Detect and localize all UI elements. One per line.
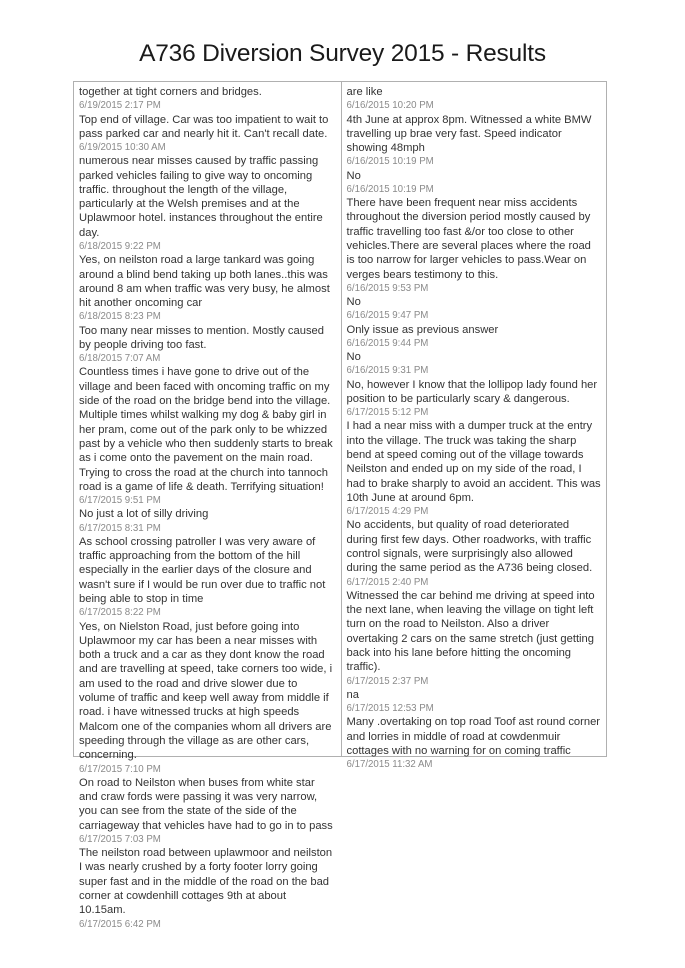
survey-response-entry (347, 350, 602, 378)
survey-response-entry (347, 688, 602, 716)
response-text: No (346, 296, 361, 309)
response-timestamp: 6/17/2015 8:22 PM (79, 607, 161, 619)
response-timestamp: 6/18/2015 7:07 AM (79, 353, 161, 365)
survey-response-entry (347, 196, 602, 295)
response-timestamp: 6/17/2015 12:53 PM (346, 703, 434, 715)
survey-response-entry (79, 324, 336, 366)
response-timestamp: 6/18/2015 9:22 PM (79, 241, 161, 253)
response-text: na (346, 688, 359, 701)
response-text: No just a lot of silly driving (79, 508, 209, 521)
response-text: Too many near misses to mention. Mostly caused by people driving too fast. (79, 324, 324, 351)
survey-response-entry (79, 776, 336, 846)
response-text: No (346, 169, 361, 182)
response-text: Top end of village. Car was too impatient to wait to pass parked car and nearly hit it. Can't recall date. (79, 113, 329, 140)
survey-response-entry (347, 169, 602, 197)
survey-results-table (73, 81, 607, 930)
survey-response-entry (347, 378, 602, 420)
survey-response-entry (347, 295, 602, 323)
response-timestamp: 6/17/2015 9:51 PM (79, 495, 161, 507)
response-text: are like (346, 86, 383, 98)
survey-response-entry (347, 419, 602, 518)
response-text: No, however I know that the lollipop lady found her position to be particularly scary & dangerous. (346, 378, 598, 405)
response-text: I had a near miss with a dumper truck at the entry into the village. The truck was taking the sharp bend at speed coming out of the village towards Neilston and ended up on my side of the road, I had to brake sharply to avoid an accident. This was 10th June at around 6pm. (346, 420, 601, 504)
response-text: Yes, on Nielston Road, just before going into Uplawmoor my car has been a near misses with both a truck and a car as they dont know the road and are travelling at speed, take corners too wide, i am used to the road and drive slower due to volume of traffic and keep well away from middle if road. i have witnessed trucks at high speeds Malcom one of the companies whom all drivers are speeding through the village as are other cars, concerning. (79, 620, 333, 762)
response-timestamp: 6/17/2015 5:12 PM (346, 407, 429, 419)
response-timestamp: 6/17/2015 4:29 PM (346, 506, 429, 518)
survey-response-entry (79, 113, 336, 155)
survey-response-entry (347, 518, 602, 588)
response-timestamp: 6/16/2015 10:20 PM (346, 100, 434, 112)
response-text: There have been frequent near miss accidents throughout the diversion period mostly caused by traffic travelling too fast &/or too close to other vehicles.There are several places where the road is too narrow for larger vehicles to pass.Wear on verges bears testimony to this. (346, 197, 591, 281)
survey-response-entry (79, 253, 336, 323)
survey-response-entry (79, 846, 336, 931)
response-text: On road to Neilston when buses from white star and craw fords were passing it was very narrow, you can see from the state of the side of the carriageway that vehicles have had to go in to pass (79, 776, 333, 832)
response-timestamp: 6/17/2015 2:37 PM (346, 675, 429, 687)
response-text: The neilston road between uplawmoor and neilston I was nearly crushed by a forty footer lorry going super fast and in the middle of the road on the bad corner at cowdenhill cottages 9th at about 10.15am. (79, 847, 333, 917)
survey-response-entry (347, 85, 602, 113)
survey-response-entry (347, 323, 602, 351)
response-text: No (346, 351, 361, 364)
survey-response-entry (79, 535, 336, 620)
response-timestamp: 6/16/2015 10:19 PM (346, 183, 434, 195)
response-timestamp: 6/17/2015 7:10 PM (79, 763, 161, 775)
response-timestamp: 6/17/2015 2:40 PM (346, 576, 429, 588)
response-timestamp: 6/16/2015 10:19 PM (346, 156, 434, 168)
response-text: numerous near misses caused by traffic passing parked vehicles failing to give way to oncoming traffic. throughout the length of the village, particularly at the Welsh premises and at the Uplawmoor hotel. instances throughout the entire day. (79, 155, 323, 239)
response-timestamp: 6/17/2015 11:32 AM (346, 759, 433, 771)
results-column-right (342, 82, 607, 771)
response-text: together at tight corners and bridges. (79, 86, 262, 98)
survey-response-entry (79, 620, 336, 776)
response-text: As school crossing patroller I was very aware of traffic approaching from the bottom of the hill especially in the earlier days of the closure and wasn't sure if I would be run over due to traffic not being able to stop in time (79, 535, 326, 606)
response-text: No accidents, but quality of road deteriorated during first few days. Other roadworks, with traffic control signals, were surprisingly also allowed during the same period as the A736 being closed. (346, 519, 593, 575)
results-column-left (74, 82, 342, 930)
response-timestamp: 6/17/2015 6:42 PM (79, 918, 161, 930)
response-timestamp: 6/19/2015 10:30 AM (79, 142, 166, 154)
response-timestamp: 6/18/2015 8:23 PM (79, 311, 161, 323)
response-timestamp: 6/16/2015 9:47 PM (346, 310, 429, 322)
survey-response-entry (79, 85, 336, 113)
response-text: Yes, on neilston road a large tankard was going around a blind bend taking up both lanes..this was around 8 am when traffic was very busy, he almost hit another oncoming car (79, 254, 330, 310)
response-timestamp: 6/17/2015 7:03 PM (79, 833, 161, 845)
response-timestamp: 6/19/2015 2:17 PM (79, 100, 161, 112)
survey-response-entry (347, 589, 602, 688)
response-text: Witnessed the car behind me driving at speed into the next lane, when leaving the village on tight left turn on the road to Neilston. Also a driver overtaking 2 cars on the same stretch (just getting back into his lane before hitting the oncoming traffic). (346, 589, 595, 674)
response-timestamp: 6/16/2015 9:53 PM (346, 282, 429, 294)
response-text: Only issue as previous answer (346, 323, 499, 336)
response-text: Many .overtaking on top road Toof ast round corner and lorries in middle of road at cowdenmuir cottages with no warning for on coming traffic (346, 716, 601, 757)
survey-response-entry (79, 507, 336, 535)
response-timestamp: 6/17/2015 8:31 PM (79, 522, 161, 534)
response-text: 4th June at approx 8pm. Witnessed a white BMW travelling up brae very fast. Speed indicator showing 48mph (346, 113, 592, 155)
response-text: Countless times i have gone to drive out of the village and been faced with oncoming traffic on my side of the road on the bridge bend into the village. Multiple times whilst walking my dog & baby girl in her pram, come out of the park only to be whizzed past by a vehicle who then suddenly starts to break as i come onto the pavement on the main road. Trying to cross the road at the church into tannoch road is a game of life & death. Terrifying situation! (79, 366, 333, 493)
survey-response-entry (79, 154, 336, 253)
survey-response-entry (347, 113, 602, 169)
survey-response-entry (79, 365, 336, 507)
survey-response-entry (347, 715, 602, 771)
response-timestamp: 6/16/2015 9:31 PM (346, 365, 429, 377)
response-timestamp: 6/16/2015 9:44 PM (346, 337, 429, 349)
page-title: A736 Diversion Survey 2015 - Results (139, 40, 546, 67)
